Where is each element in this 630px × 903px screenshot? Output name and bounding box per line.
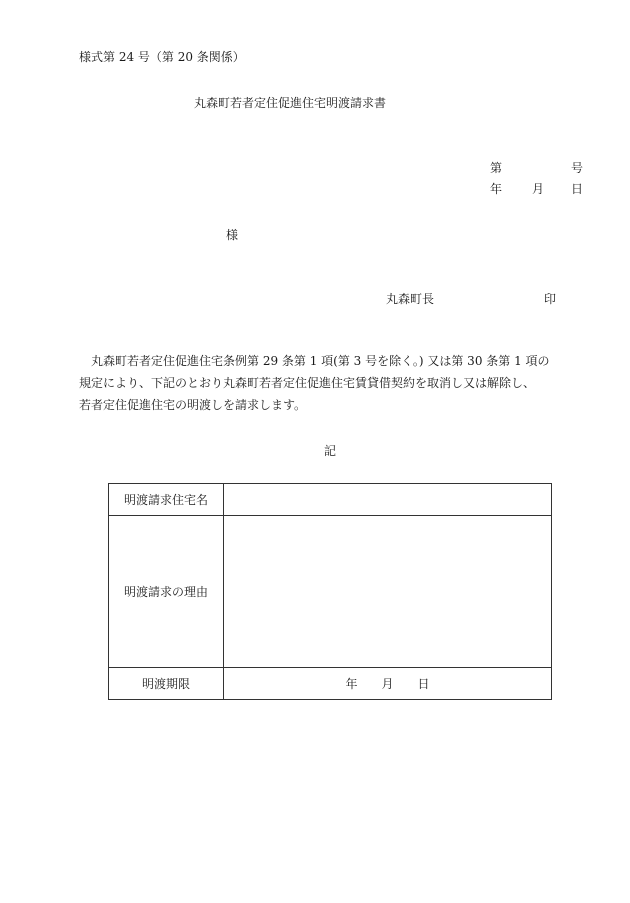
reason-field[interactable] <box>224 516 552 668</box>
deadline-field[interactable] <box>224 668 552 700</box>
request-body <box>79 350 551 416</box>
note-heading: 記 <box>324 444 337 458</box>
date-day-label: 日 <box>571 182 584 196</box>
reason-label: 明渡請求の理由 <box>109 516 224 668</box>
reference-number-suffix: 号 <box>571 161 584 175</box>
document-title: 丸森町若者定住促進住宅明渡請求書 <box>194 96 387 110</box>
seal-mark: 印 <box>544 292 557 306</box>
table-row-residence <box>109 484 552 516</box>
residence-name-field[interactable] <box>224 484 552 516</box>
deadline-label: 明渡期限 <box>109 668 224 700</box>
date-year-label: 年 <box>490 182 503 196</box>
reference-number-prefix: 第 <box>490 161 503 175</box>
request-details-table <box>108 483 552 700</box>
body-line-2: 規定により、下記のとおり丸森町若者定住促進住宅賃貸借契約を取消し又は解除し、 <box>79 376 536 390</box>
deadline-day-label: 日 <box>417 677 430 691</box>
table-row-reason <box>109 516 552 668</box>
body-line-3: 若者定住促進住宅の明渡しを請求します。 <box>79 398 307 412</box>
deadline-year-label: 年 <box>345 677 358 691</box>
date-month-label: 月 <box>532 182 545 196</box>
body-line-1: 丸森町若者定住促進住宅条例第 29 条第 1 項(第 3 号を除く。) 又は第 30 条第 1 項の <box>91 354 550 368</box>
form-number: 様式第 24 号（第 20 条関係） <box>79 50 245 64</box>
table-row-deadline <box>109 668 552 700</box>
issuer-name: 丸森町長 <box>386 292 435 306</box>
residence-name-label: 明渡請求住宅名 <box>109 484 224 516</box>
addressee-honorific: 様 <box>226 228 239 242</box>
deadline-month-label: 月 <box>381 677 394 691</box>
